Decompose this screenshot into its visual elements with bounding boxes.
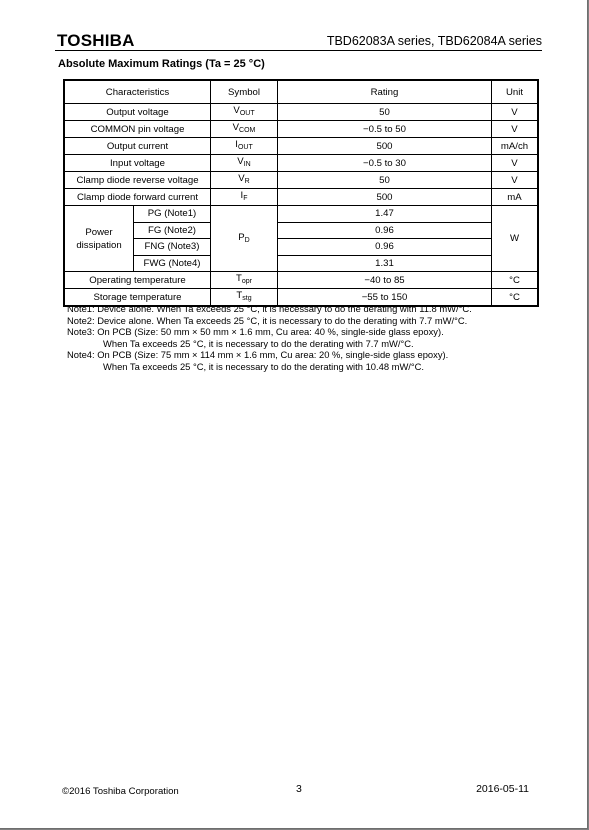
note-1: Note1: Device alone. When Ta exceeds 25 °C, it is necessary to do the derating with 11.8 mW/°C.	[67, 303, 472, 314]
notes	[67, 303, 472, 372]
note-4-continued: When Ta exceeds 25 °C, it is necessary to do the derating with 10.48 mW/°C.	[103, 360, 425, 372]
package-cell: PG (Note1)	[134, 206, 211, 223]
symbol-subscript: COM	[239, 127, 256, 134]
header-symbol: Symbol	[211, 80, 278, 104]
power-label-line2: dissipation	[76, 239, 122, 251]
tail-rows	[64, 272, 538, 307]
rating-cell: −0.5 to 30	[278, 155, 492, 172]
note-2: Note2: Device alone. When Ta exceeds 25 °C, it is necessary to do the derating with 7.7 mW/°C.	[67, 314, 468, 326]
unit-cell: V	[492, 155, 539, 172]
rating-cell: 1.31	[278, 255, 492, 272]
unit-cell: °C	[492, 272, 539, 289]
main-rows	[64, 104, 538, 206]
note-4: Note4: On PCB (Size: 75 mm × 114 mm × 1.6 mm, Cu area: 20 %, single-side glass epoxy).	[67, 349, 449, 360]
table-row	[64, 172, 538, 189]
characteristic-cell: Input voltage	[64, 155, 211, 172]
symbol-cell	[211, 272, 278, 289]
unit-cell: V	[492, 104, 539, 121]
characteristic-cell: Output voltage	[64, 104, 211, 121]
symbol-subscript: IN	[243, 161, 251, 168]
rating-cell: 50	[278, 172, 492, 189]
rating-cell: −0.5 to 50	[278, 121, 492, 138]
table-row	[64, 121, 538, 138]
table-row	[64, 222, 538, 239]
rating-cell: 1.47	[278, 206, 492, 223]
package-cell: FWG (Note4)	[134, 255, 211, 272]
characteristic-cell: Operating temperature	[64, 272, 211, 289]
characteristic-cell: Clamp diode forward current	[64, 189, 211, 206]
symbol-subscript: stg	[242, 295, 252, 302]
symbol-subscript: OUT	[239, 110, 255, 117]
unit-cell: mA/ch	[492, 138, 539, 155]
unit-cell: °C	[492, 289, 539, 307]
symbol-cell	[211, 138, 278, 155]
symbol-subscript: R	[244, 178, 250, 185]
rating-cell: 0.96	[278, 239, 492, 256]
note-3: Note3: On PCB (Size: 50 mm × 50 mm × 1.6 mm, Cu area: 40 %, single-side glass epoxy).	[67, 326, 444, 337]
series-title: TBD62083A series, TBD62084A series	[326, 34, 542, 48]
package-cell: FG (Note2)	[134, 222, 211, 239]
table-row	[64, 189, 538, 206]
symbol-cell	[211, 189, 278, 206]
symbol-subscript: F	[243, 195, 248, 202]
symbol-letter: T	[236, 290, 243, 301]
symbol-letter: V	[233, 105, 240, 116]
unit-cell: W	[492, 206, 539, 272]
table-header-row	[64, 80, 538, 104]
symbol-cell	[211, 172, 278, 189]
footer-date: 2016-05-11	[476, 783, 529, 795]
ratings-table	[63, 79, 539, 307]
power-dissipation-label	[64, 206, 134, 272]
symbol-letter: P	[238, 231, 245, 243]
unit-cell: V	[492, 121, 539, 138]
power-label-line1: Power	[85, 226, 113, 238]
section-title: Absolute Maximum Ratings (Ta = 25 °C)	[58, 58, 265, 70]
symbol-letter: V	[237, 156, 244, 167]
note-3-continued: When Ta exceeds 25 °C, it is necessary to do the derating with 7.7 mW/°C.	[103, 337, 414, 349]
symbol-cell	[211, 155, 278, 172]
table-row	[64, 104, 538, 121]
table-row	[64, 138, 538, 155]
rating-cell: −40 to 85	[278, 272, 492, 289]
header-rule	[55, 50, 542, 51]
power-rows	[64, 206, 538, 272]
header-unit: Unit	[492, 80, 539, 104]
unit-cell: mA	[492, 189, 539, 206]
header-rating: Rating	[278, 80, 492, 104]
toshiba-logo: TOSHIBA	[57, 31, 135, 50]
characteristic-cell: COMMON pin voltage	[64, 121, 211, 138]
table-row	[64, 272, 538, 289]
characteristic-cell: Output current	[64, 138, 211, 155]
symbol-cell	[211, 206, 278, 272]
footer-copyright: ©2016 Toshiba Corporation	[62, 786, 179, 797]
symbol-letter: V	[238, 173, 245, 184]
table-row	[64, 255, 538, 272]
unit-cell: V	[492, 172, 539, 189]
symbol-letter: T	[236, 273, 242, 284]
rating-cell: 500	[278, 138, 492, 155]
rating-cell: 50	[278, 104, 492, 121]
rating-cell: 0.96	[278, 222, 492, 239]
rating-cell: 500	[278, 189, 492, 206]
table-row	[64, 239, 538, 256]
symbol-letter: I	[235, 139, 238, 150]
rating-cell: −55 to 150	[278, 289, 492, 307]
characteristic-cell: Clamp diode reverse voltage	[64, 172, 211, 189]
header-characteristics: Characteristics	[64, 80, 211, 104]
symbol-subscript: OUT	[237, 144, 253, 151]
footer-page-number: 3	[296, 783, 302, 795]
symbol-subscript: opr	[241, 278, 252, 285]
symbol-cell	[211, 104, 278, 121]
characteristic-cell: Storage temperature	[64, 289, 211, 307]
symbol-letter: I	[240, 190, 244, 201]
symbol-letter: V	[232, 122, 240, 133]
package-cell: FNG (Note3)	[134, 239, 211, 256]
table-row	[64, 206, 538, 223]
table-row	[64, 155, 538, 172]
symbol-subscript: D	[244, 236, 250, 244]
symbol-cell	[211, 121, 278, 138]
